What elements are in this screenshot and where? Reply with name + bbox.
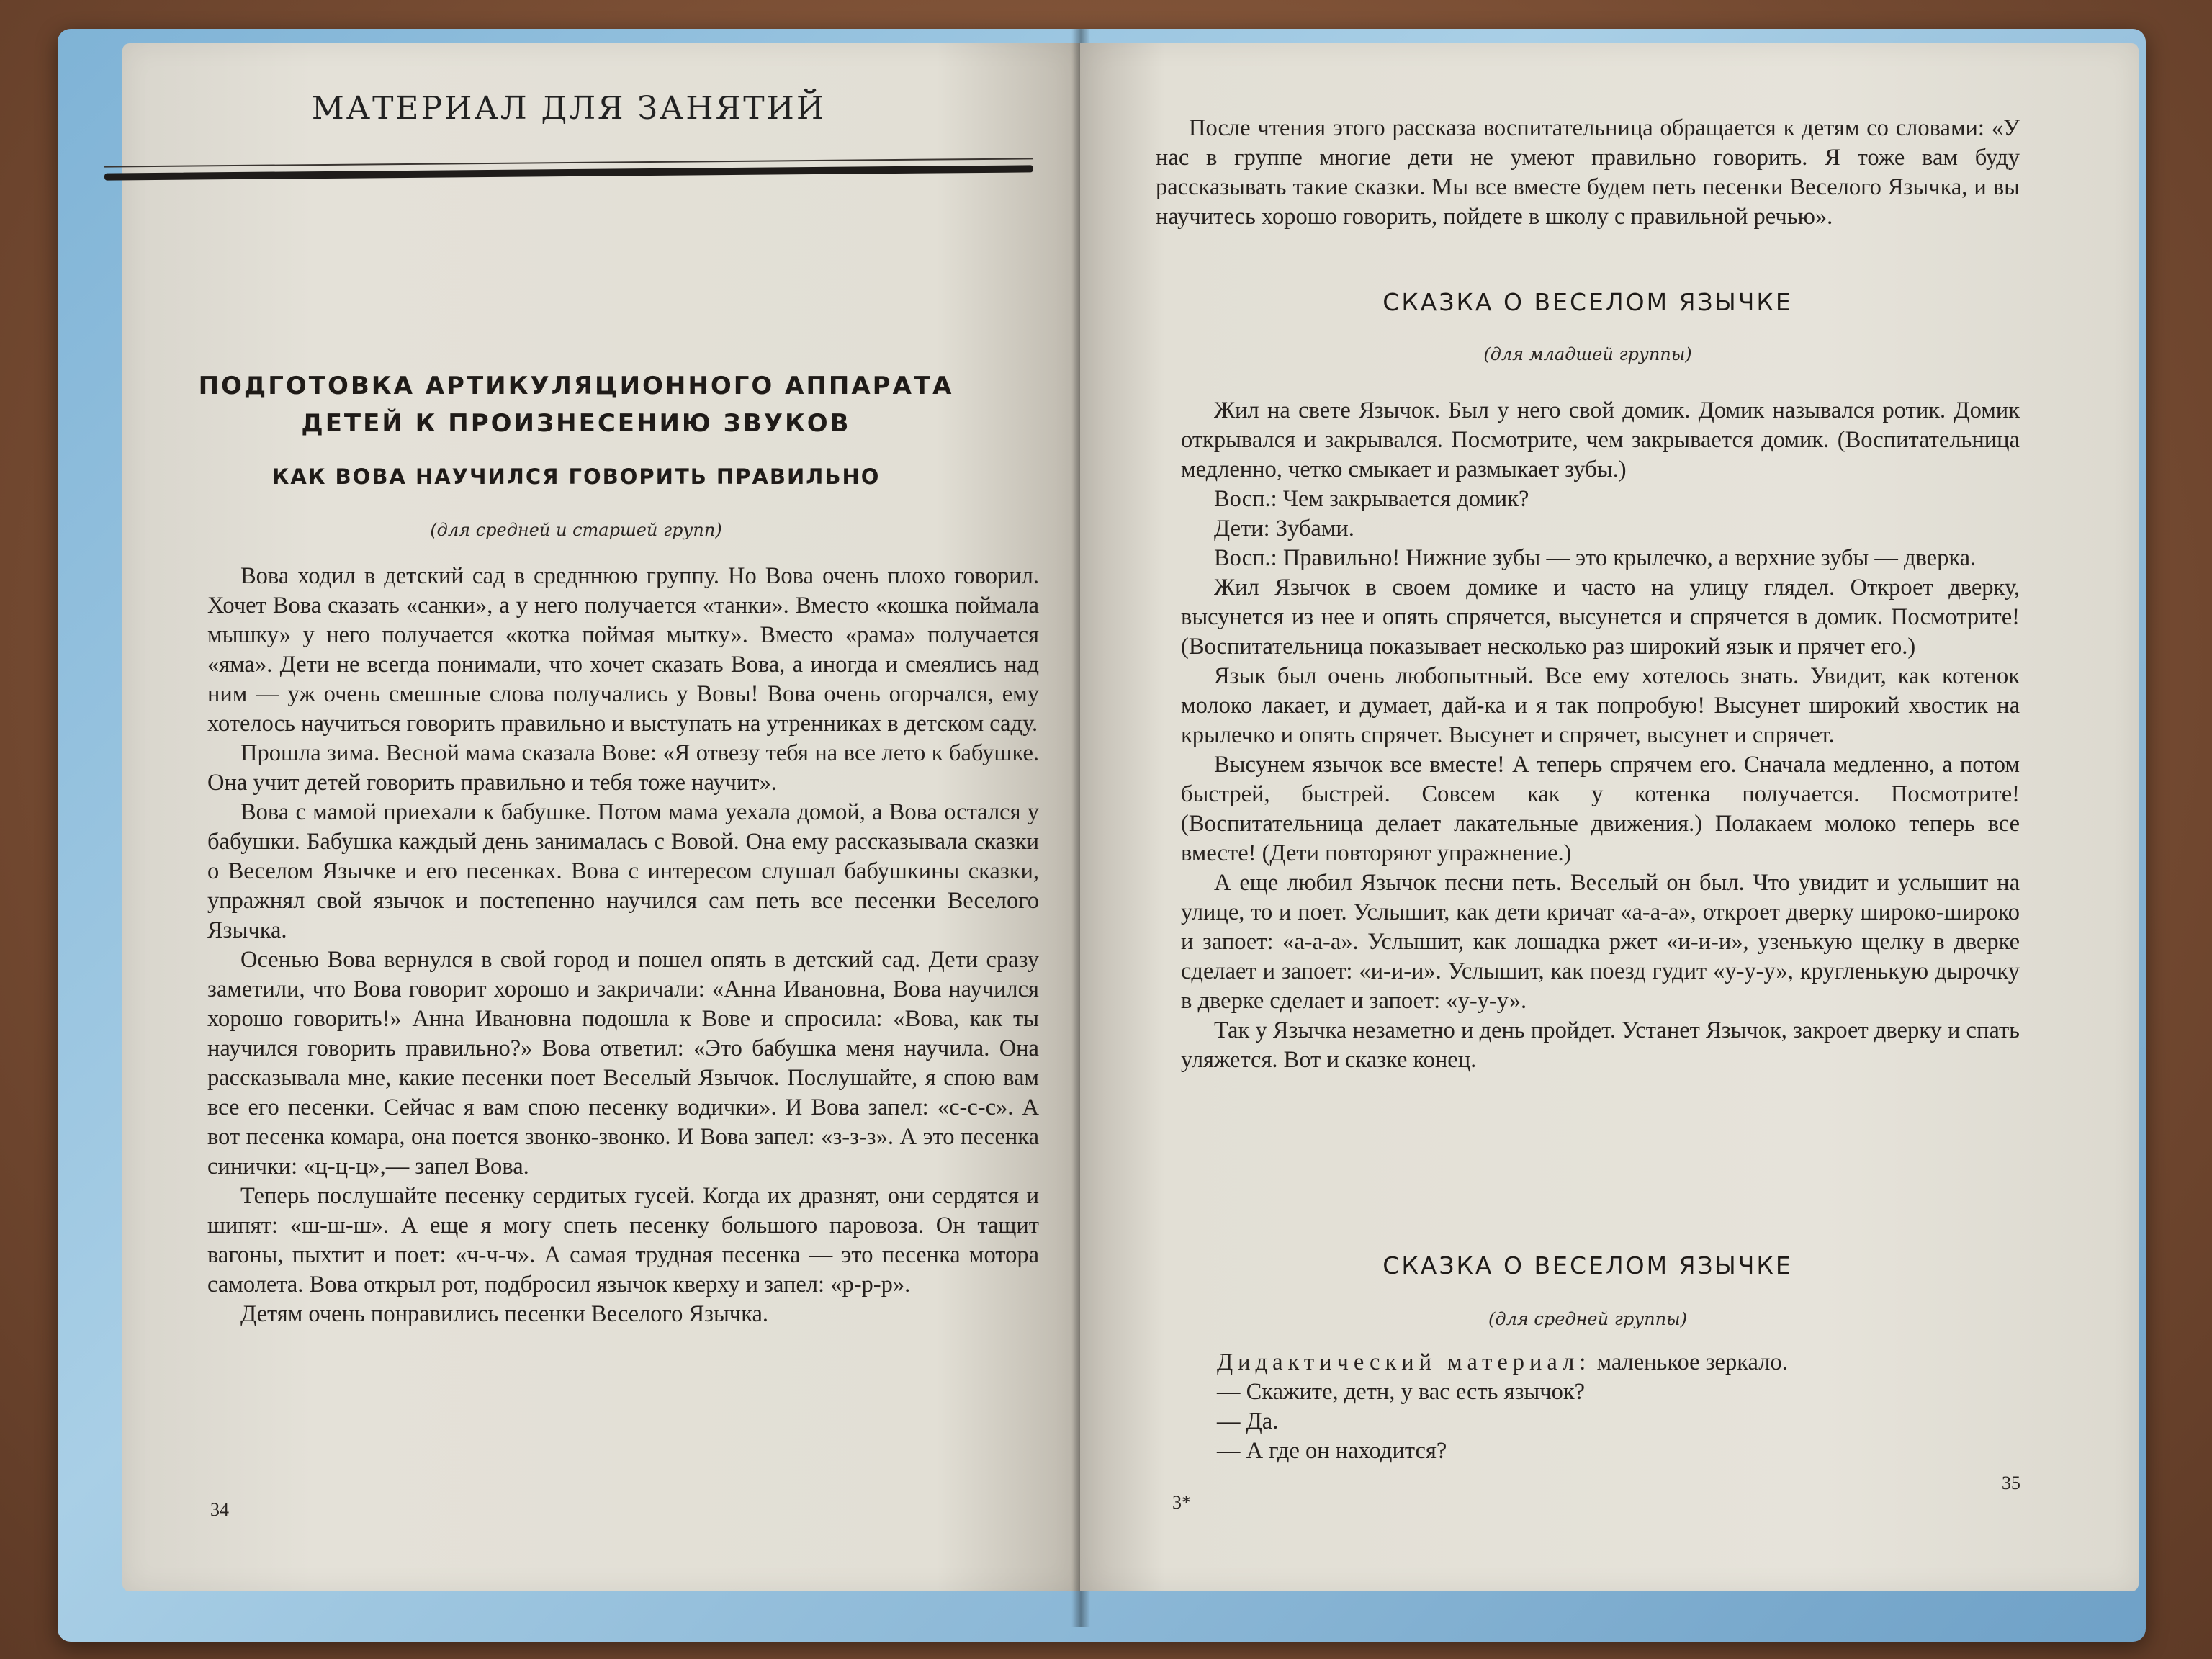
didactic-value: маленькое зеркало. [1596, 1349, 1788, 1375]
paragraph: Восп.: Чем закрывается домик? [1214, 486, 1529, 512]
story-body [207, 562, 1039, 1329]
story-audience-note: (для средней и старшей групп) [430, 520, 722, 540]
tale-2-body [1217, 1348, 2023, 1466]
tale-2-audience-note: (для средней группы) [1488, 1309, 1687, 1329]
chapter-title [144, 367, 1008, 442]
paragraph: Дети: Зубами. [1214, 516, 1354, 541]
paragraph: Осенью Вова вернулся в свой город и пошел опять в детский сад. Дети сразу заметили, что Вова говорит хорошо и закричали: «Анна Ивановна, Вова научился хорошо говорить!» Анна Ивановна подошла к Вове и спросила: «Вова, как ты научился говорить правильно?» Вова ответил: «Это бабушка меня научила. Она рассказывала мне, какие песенки поет Веселый Язычок. Послушайте, я спою вам все его песенки. Сейчас я вам спою песенку водички». И Вова запел: «с-с-с». А вот песенка комара, она поется звонко-звонко. И Вова запел: «з-з-з». А это песенка синички: «ц-ц-ц»,— запел Вова. [207, 947, 1039, 1179]
paragraph: Жил на свете Язычок. Был у него свой домик. Домик назывался ротик. Домик открывался и закрывался. Посмотрите, чем закрывается домик. (Воспитательница медленно, четко смыкает и размыкает зубы.) [1181, 397, 2020, 482]
paragraph: Вова ходил в детский сад в средннюю группу. Но Вова очень плохо говорил. Хочет Вова сказать «санки», а у него получается «танки». Вместо «кошка поймала мышку» у него получается «котка поймая мытку». Вместо «рама» получается «яма». Дети не всегда понимали, что хочет сказать Вова, а иногда и смеялись над ним — уж очень смешные слова получались у Вовы! Вова очень огорчался, ему хотелось научиться говорить правильно и выступать на утренниках в детском саду. [207, 563, 1039, 737]
story-title: КАК ВОВА НАУЧИЛСЯ ГОВОРИТЬ ПРАВИЛЬНО [271, 464, 881, 489]
paragraph: Вова с мамой приехали к бабушке. Потом мама уехала домой, а Вова остался у бабушки. Бабушка каждый день занималась с Вовой. Она ему рассказывала сказки о Веселом Язычке и его песенках. Вова с интересом слушал бабушкины сказки, упражнял свой язычок и постепенно научился сам петь все песенки Веселого Язычка. [207, 799, 1039, 943]
dialogue-line: — Да. [1217, 1408, 1279, 1434]
didactic-label: Дидактический материал: [1217, 1349, 1591, 1375]
intro-text [1156, 114, 2020, 232]
tale-1-body [1181, 396, 2020, 1075]
paragraph: Детям очень понравились песенки Веселого Язычка. [240, 1301, 768, 1327]
paragraph: После чтения этого рассказа воспитательница обращается к детям со словами: «У нас в группе многие дети не умеют правильно говорить. Я тоже вам буду рассказывать такие сказки. Мы все вместе будем петь песенки Веселого Язычка, и вы научитесь хорошо говорить, пойдете в школу с правильной речью». [1156, 115, 2020, 230]
paragraph: А еще любил Язычок песни петь. Веселый он был. Что увидит и услышит на улице, то и поет. Услышит, как дети кричат «а-а-а», откроет дверку широко-широко и запоет: «а-а-а». Услышит, как лошадка ржет «и-и-и», узенькую щелку в дверке сделает и запоет: «и-и-и». Услышит, как поезд гудит «у-у-у», кругленькую дырочку в дверке сделает и запоет: «у-у-у». [1181, 870, 2020, 1014]
tale-1-audience-note: (для младшей группы) [1483, 344, 1692, 364]
dialogue-line: — А где он находится? [1217, 1438, 1447, 1464]
chapter-title-line-1: ПОДГОТОВКА АРТИКУЛЯЦИОННОГО АППАРАТА [198, 372, 954, 400]
didactic-line [1217, 1348, 2023, 1377]
paragraph: Прошла зима. Весной мама сказала Вове: «Я отвезу тебя на все лето к бабушке. Она учит детей говорить правильно и тебя тоже научит». [207, 740, 1039, 796]
dialogue-line: — Скажите, детн, у вас есть язычок? [1217, 1379, 1586, 1405]
paragraph: Восп.: Правильно! Нижние зубы — это крылечко, а верхние зубы — дверка. [1214, 545, 1977, 571]
page-number-left: 34 [210, 1499, 229, 1520]
paragraph: Жил Язычок в своем домике и часто на улицу глядел. Откроет дверку, высунется из нее и опять спрячется, высунется и спрячется в домик. Посмотрите! (Воспитательница показывает несколько раз широкий язык и прячет его.) [1181, 575, 2020, 660]
chapter-title-line-2: ДЕТЕЙ К ПРОИЗНЕСЕНИЮ ЗВУКОВ [301, 409, 851, 438]
page-number-right: 35 [2002, 1473, 2020, 1493]
tale-1-title: СКАЗКА О ВЕСЕЛОМ ЯЗЫЧКЕ [1382, 288, 1793, 316]
paragraph: Так у Язычка незаметно и день пройдет. Устанет Язычок, закроет дверку и спать уляжется. Вот и сказке конец. [1181, 1017, 2020, 1073]
paragraph: Язык был очень любопытный. Все ему хотелось знать. Увидит, как котенок молоко лакает, и думает, дай-ка и я так попробую! Высунет широкий хвостик на крылечко и опять спрячет. Высунет и спрячет, высунет и спрячет. [1181, 663, 2020, 748]
paragraph: Высунем язычок все вместе! А теперь спрячем его. Сначала медленно, а потом быстрей, быстрей. Совсем как у котенка получается. Посмотрите! (Воспитательница делает лакательные движения.) Полакаем молоко теперь все вместе! (Дети повторяют упражнение.) [1181, 752, 2020, 866]
signature-mark: 3* [1172, 1492, 1191, 1513]
section-header: МАТЕРИАЛ ДЛЯ ЗАНЯТИЙ [311, 90, 827, 127]
paragraph: Теперь послушайте песенку сердитых гусей. Когда их дразнят, они сердятся и шипят: «ш-ш-ш». А еще я могу спеть песенку большого паровоза. Он тащит вагоны, пыхтит и поет: «ч-ч-ч». А самая трудная песенка — это песенка мотора самолета. Вова открыл рот, подбросил язычок кверху и запел: «р-р-р». [207, 1183, 1039, 1298]
tale-2-title: СКАЗКА О ВЕСЕЛОМ ЯЗЫЧКЕ [1382, 1251, 1793, 1280]
